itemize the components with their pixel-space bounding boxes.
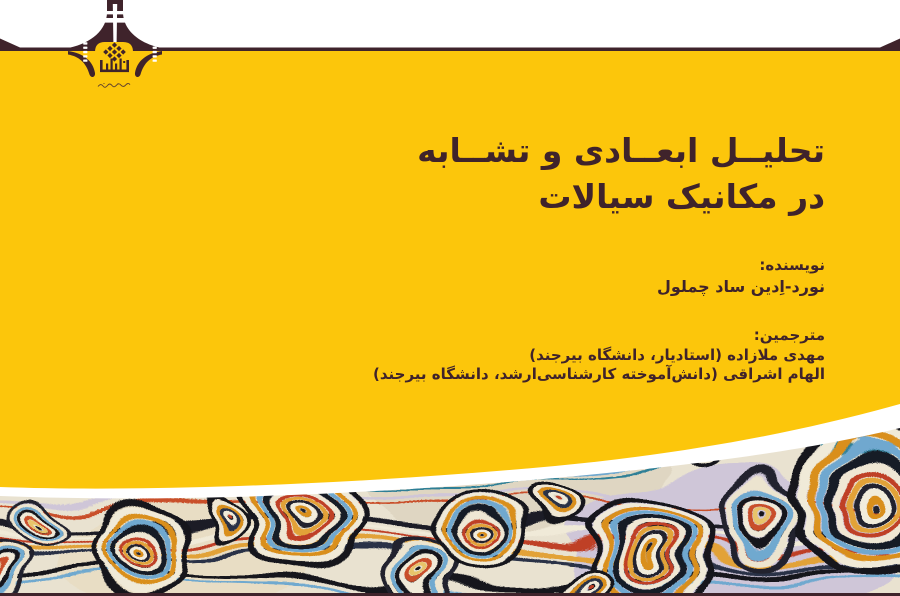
author-name: نورد-اِدین ساد چملول — [657, 277, 825, 296]
translator-2: الهام اشراقی (دانش‌آموخته کارشناسی‌ارشد، دانشگاه بیرجند) — [373, 365, 825, 383]
author-label: نویسنده: — [759, 256, 825, 274]
title-line-1: تحلیــل ابعــادی و تشــابه — [417, 131, 825, 170]
translators-block — [373, 325, 825, 384]
author-block — [657, 255, 825, 297]
translators-label: مترجمین: — [753, 326, 825, 344]
translator-1: مهدی ملازاده (استادیار، دانشگاه بیرجند) — [529, 346, 825, 364]
book-title — [417, 128, 825, 220]
title-line-2: در مکانیک سیالات — [538, 177, 825, 216]
